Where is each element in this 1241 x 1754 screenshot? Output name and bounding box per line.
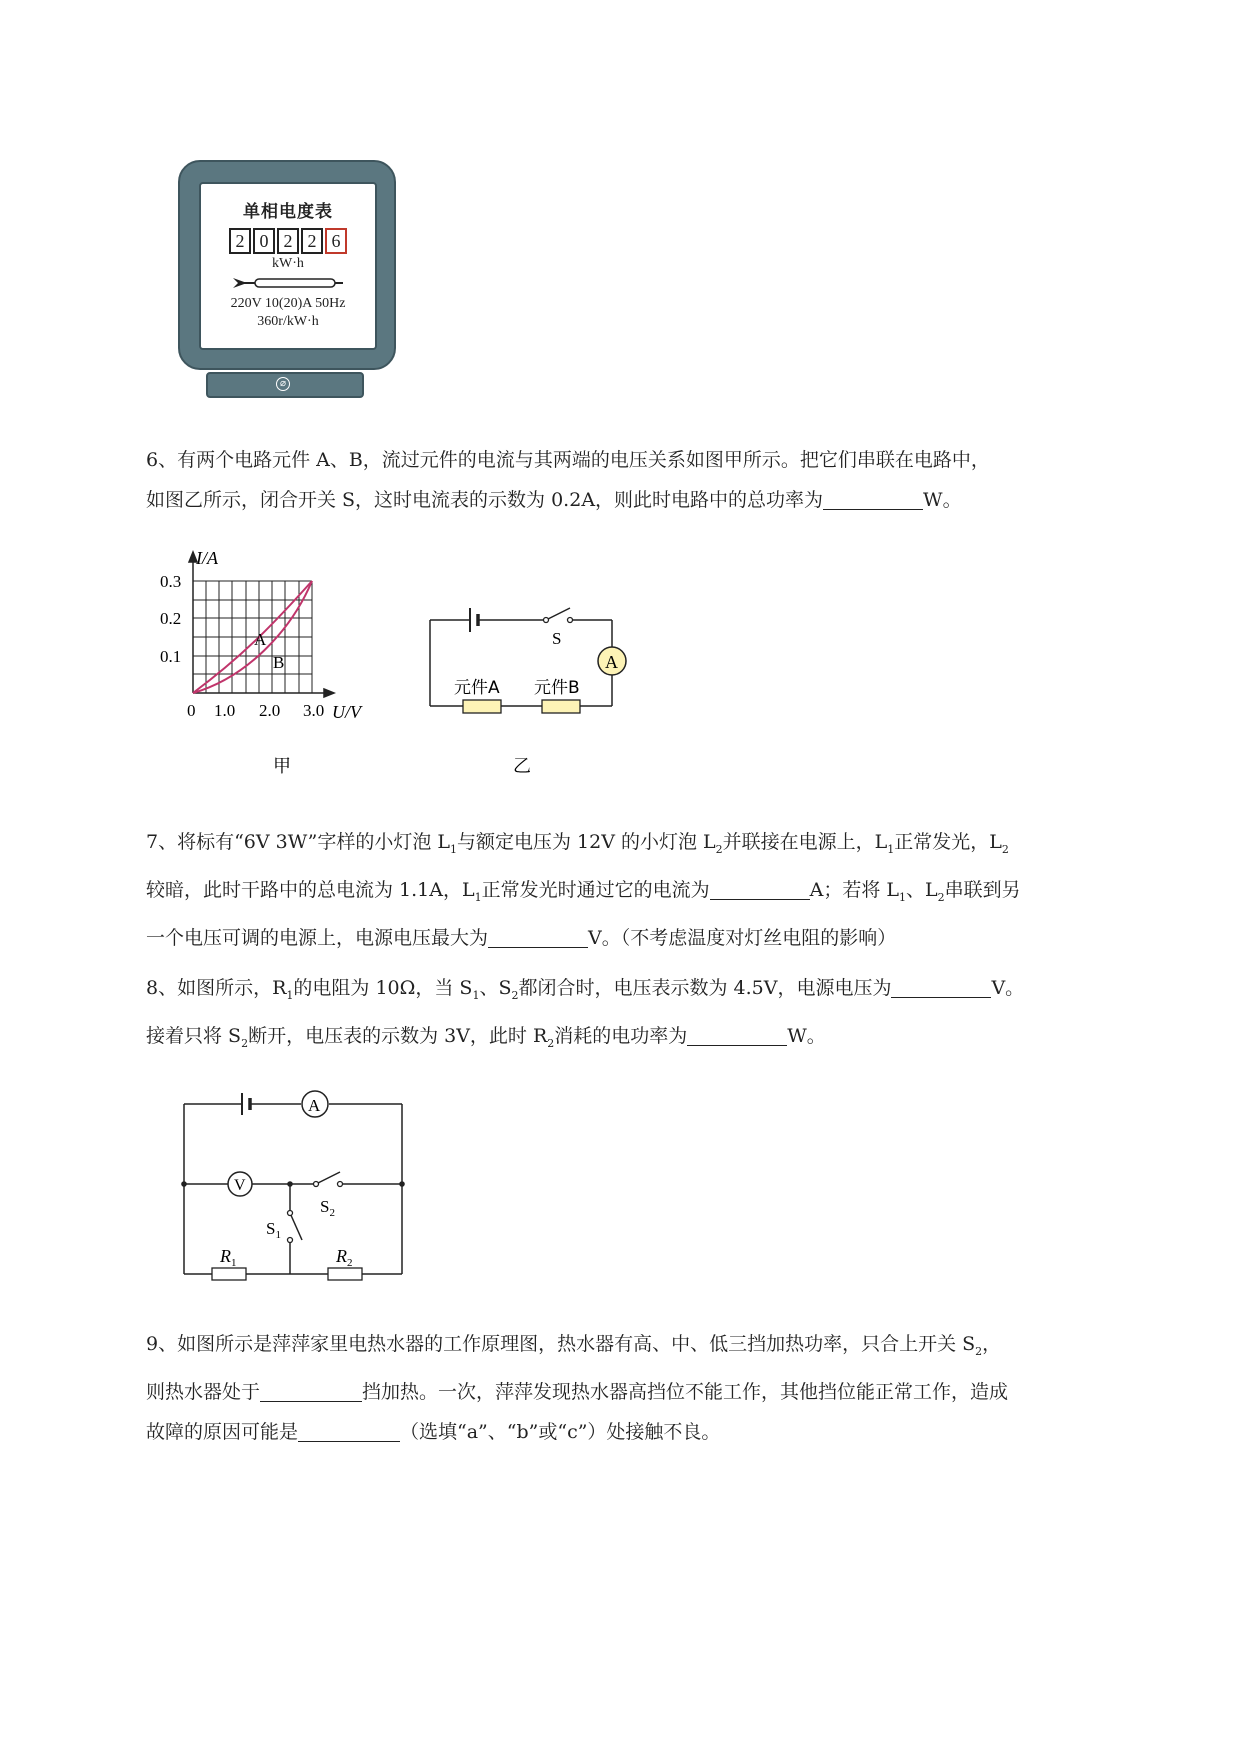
element-a-resistor — [463, 700, 501, 713]
meter-base — [206, 372, 364, 398]
subscript: 1 — [472, 988, 480, 1002]
subscript: 2 — [1001, 842, 1009, 856]
answer-blank[interactable] — [488, 923, 588, 948]
q7-text: 7、将标有“6V 3W”字样的小灯泡 L — [146, 831, 450, 853]
answer-blank[interactable] — [891, 973, 991, 998]
r1-resistor — [212, 1268, 246, 1280]
subscript: 1 — [450, 842, 457, 856]
question-6-line2 — [146, 480, 1156, 520]
electricity-meter-figure — [178, 160, 398, 400]
meter-spec-constant: 360r/kW·h — [257, 314, 319, 329]
q8-text: 8、如图所示，R — [146, 977, 287, 999]
meter-face — [199, 182, 377, 350]
meter-unit: kW·h — [272, 256, 304, 271]
answer-blank[interactable] — [710, 875, 810, 900]
x-axis-label: U/V — [332, 702, 361, 722]
screw-icon: ⌀ — [276, 377, 290, 391]
q8-text: 都闭合时，电压表示数为 4.5V，电源电压为 — [518, 977, 892, 999]
question-7 — [146, 822, 1156, 958]
subscript: 1 — [474, 890, 482, 904]
y-tick-label: 0.1 — [160, 647, 182, 666]
r2-resistor — [328, 1268, 362, 1280]
y-axis-label: I/A — [196, 548, 218, 568]
question-8 — [146, 968, 1156, 1064]
subscript: 2 — [547, 1036, 555, 1050]
element-b-resistor — [542, 700, 580, 713]
subscript: 2 — [241, 1036, 249, 1050]
q8-text: 消耗的电功率为 — [554, 1024, 688, 1047]
q7-text: 与额定电压为 12V 的小灯泡 L — [457, 831, 716, 853]
q8-text: 断开，电压表的示数为 3V，此时 R — [248, 1024, 548, 1047]
q8-text: 、S — [479, 977, 512, 999]
question-8-line1 — [146, 968, 1156, 1016]
switch-label: S — [552, 629, 562, 648]
q9-text: 9、如图所示是萍萍家里电热水器的工作原理图，热水器有高、中、低三挡加热功率，只合上开关 S — [146, 1333, 976, 1355]
y-tick-label: 0.2 — [160, 609, 182, 628]
r1-label: $R_1$ — [220, 1246, 237, 1269]
meter-digit: 2 — [301, 228, 323, 254]
curve-a-label: A — [254, 630, 267, 649]
question-7-line2 — [146, 870, 1156, 918]
q7-text: 、L — [906, 878, 938, 901]
voltmeter-label: V — [234, 1177, 246, 1194]
q7-text: 较暗，此时干路中的总电流为 1.1A，L — [146, 878, 475, 901]
question-9-line2 — [146, 1372, 1156, 1412]
answer-blank[interactable] — [260, 1377, 362, 1402]
figure-caption: 甲 — [273, 756, 291, 777]
s1-label: $S_1$ — [266, 1219, 281, 1241]
meter-body — [178, 160, 396, 370]
y-tick-label: 0.3 — [160, 572, 182, 591]
meter-spec-rating: 220V 10(20)A 50Hz — [230, 296, 346, 311]
subscript: 2 — [715, 842, 723, 856]
q9-text: （选填“a”、“b”或“c”）处接触不良。 — [400, 1420, 721, 1443]
meter-digit: 2 — [277, 228, 299, 254]
x-tick-label: 3.0 — [303, 701, 325, 720]
q9-text: 故障的原因可能是 — [146, 1420, 299, 1443]
q8-text: V。 — [991, 977, 1025, 999]
subscript: 1 — [899, 890, 907, 904]
element-a-label: 元件A — [454, 678, 500, 698]
q8-text: W。 — [787, 1024, 826, 1047]
question-6 — [146, 440, 1156, 520]
question-6-line1: 6、有两个电路元件 A、B，流过元件的电流与其两端的电压关系如图甲所示。把它们串联在电路中， — [146, 449, 990, 471]
figure-caption: 乙 — [513, 756, 531, 777]
element-b-label: 元件B — [534, 678, 580, 698]
r2-label: $R_2$ — [336, 1246, 353, 1269]
meter-digit: 0 — [253, 228, 275, 254]
q7-text: 正常发光，L — [894, 831, 1002, 853]
x-tick-label: 0 — [187, 701, 196, 720]
question-7-line1 — [146, 822, 1156, 870]
series-circuit-figure — [420, 598, 640, 780]
x-tick-label: 1.0 — [214, 701, 236, 720]
iu-graph-figure — [160, 548, 420, 780]
q7-text: V。（不考虑温度对灯丝电阻的影响） — [588, 926, 897, 949]
q9-text: ， — [982, 1333, 1002, 1355]
q7-text: 串联到另 — [944, 878, 1021, 901]
ammeter-label: A — [605, 652, 618, 672]
q8-text: 接着只将 S — [146, 1024, 242, 1047]
q7-text: 正常发光时通过它的电流为 — [481, 878, 710, 901]
question-9 — [146, 1324, 1156, 1452]
q7-text: A；若将 L — [809, 878, 900, 901]
answer-blank[interactable] — [823, 485, 923, 510]
subscript: 1 — [286, 988, 294, 1002]
question-6-text: 如图乙所示，闭合开关 S，这时电流表的示数为 0.2A，则此时电路中的总功率为 — [146, 489, 824, 511]
parallel-switch-circuit-figure — [176, 1092, 416, 1290]
meter-disc-arrow-icon — [233, 276, 343, 290]
subscript: 1 — [887, 842, 895, 856]
subscript: 2 — [937, 890, 945, 904]
x-tick-label: 2.0 — [259, 701, 281, 720]
question-9-line1 — [146, 1324, 1156, 1372]
curve-b-label: B — [273, 653, 285, 672]
question-7-line3 — [146, 918, 1156, 958]
question-9-line3 — [146, 1412, 1156, 1452]
meter-digit-decimal: 6 — [325, 228, 347, 254]
question-6-unit: W。 — [923, 489, 962, 511]
meter-title: 单相电度表 — [243, 202, 333, 222]
meter-digits — [201, 228, 375, 254]
s2-label: $S_2$ — [320, 1197, 335, 1219]
ammeter-label: A — [308, 1096, 321, 1115]
answer-blank[interactable] — [298, 1417, 400, 1442]
q7-text: 并联接在电源上，L — [722, 831, 888, 853]
q7-text: 一个电压可调的电源上，电源电压最大为 — [146, 926, 489, 949]
q9-text: 则热水器处于 — [146, 1380, 261, 1403]
q9-text: 挡加热。一次，萍萍发现热水器高挡位不能工作，其他挡位能正常工作，造成 — [362, 1380, 1009, 1403]
subscript: 2 — [511, 988, 519, 1002]
question-8-line2 — [146, 1016, 1156, 1064]
answer-blank[interactable] — [687, 1021, 787, 1046]
subscript: 2 — [975, 1344, 983, 1358]
meter-digit: 2 — [229, 228, 251, 254]
q8-text: 的电阻为 10Ω，当 S — [293, 977, 473, 999]
